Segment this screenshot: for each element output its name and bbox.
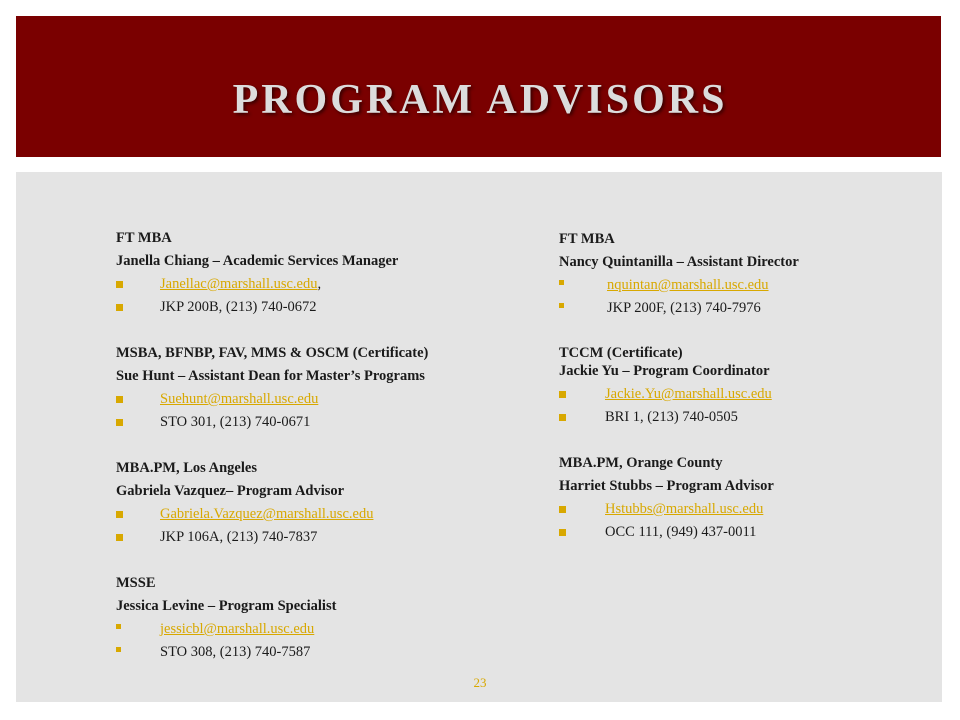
office-item	[559, 408, 919, 431]
right-column	[559, 230, 919, 546]
advisor-name: Nancy Quintanilla – Assistant Director	[559, 254, 799, 270]
email-item	[116, 620, 516, 643]
office-phone: STO 301, (213) 740-0671	[160, 414, 311, 430]
office-phone: JKP 200B, (213) 740-0672	[160, 299, 317, 315]
email-item	[116, 390, 516, 413]
office-item	[116, 528, 516, 551]
advisor-name: Sue Hunt – Assistant Dean for Master’s Programs	[116, 368, 425, 384]
bullet-square-icon	[559, 529, 566, 536]
email-item	[559, 500, 919, 523]
advisor-name: Gabriela Vazquez– Program Advisor	[116, 483, 345, 499]
advisor-name: Janella Chiang – Academic Services Manager	[116, 253, 399, 269]
program-name: TCCM (Certificate)	[559, 345, 683, 361]
left-column	[116, 229, 516, 666]
page-title: PROGRAM ADVISORS	[232, 77, 728, 123]
bullet-square-icon	[116, 647, 121, 652]
email-link[interactable]: Gabriela.Vazquez@marshall.usc.edu	[160, 506, 374, 522]
email-item	[116, 505, 516, 528]
program-name: FT MBA	[116, 230, 172, 246]
office-phone: JKP 200F, (213) 740-7976	[607, 300, 761, 316]
program-name: MSBA, BFNBP, FAV, MMS & OSCM (Certificate)	[116, 345, 429, 361]
page-number: 23	[473, 675, 487, 690]
bullet-square-icon	[116, 534, 123, 541]
bullet-square-icon	[116, 396, 123, 403]
bullet-square-icon	[116, 419, 123, 426]
email-item	[559, 385, 919, 408]
bullet-square-icon	[116, 304, 123, 311]
bullet-square-icon	[559, 280, 564, 285]
office-item	[559, 299, 919, 322]
email-item	[116, 275, 516, 298]
program-name: MSSE	[116, 575, 156, 591]
office-item	[116, 643, 516, 666]
email-link[interactable]: Jackie.Yu@marshall.usc.edu	[605, 386, 772, 402]
office-phone: BRI 1, (213) 740-0505	[605, 409, 738, 425]
office-phone: JKP 106A, (213) 740-7837	[160, 529, 318, 545]
program-name: FT MBA	[559, 231, 615, 247]
email-link[interactable]: Janellac@marshall.usc.edu	[160, 276, 318, 292]
advisor-name: Jessica Levine – Program Specialist	[116, 598, 337, 614]
email-link[interactable]: jessicbl@marshall.usc.edu	[160, 621, 315, 637]
bullet-square-icon	[559, 391, 566, 398]
office-item	[116, 413, 516, 436]
office-phone: OCC 111, (949) 437-0011	[605, 524, 757, 540]
office-item	[559, 523, 919, 546]
bullet-square-icon	[116, 624, 121, 629]
bullet-square-icon	[559, 506, 566, 513]
program-name: MBA.PM, Los Angeles	[116, 460, 257, 476]
advisor-name: Harriet Stubbs – Program Advisor	[559, 478, 774, 494]
email-link[interactable]: Suehunt@marshall.usc.edu	[160, 391, 319, 407]
office-item	[116, 298, 516, 321]
email-link[interactable]: nquintan@marshall.usc.edu	[607, 277, 769, 293]
email-suffix: ,	[317, 276, 322, 292]
bullet-square-icon	[116, 511, 123, 518]
bullet-square-icon	[559, 414, 566, 421]
advisor-name: Jackie Yu – Program Coordinator	[559, 363, 770, 379]
email-link[interactable]: Hstubbs@marshall.usc.edu	[605, 501, 764, 517]
office-phone: STO 308, (213) 740-7587	[160, 644, 311, 660]
bullet-square-icon	[559, 303, 564, 308]
program-name: MBA.PM, Orange County	[559, 455, 723, 471]
bullet-square-icon	[116, 281, 123, 288]
email-item	[559, 276, 919, 299]
